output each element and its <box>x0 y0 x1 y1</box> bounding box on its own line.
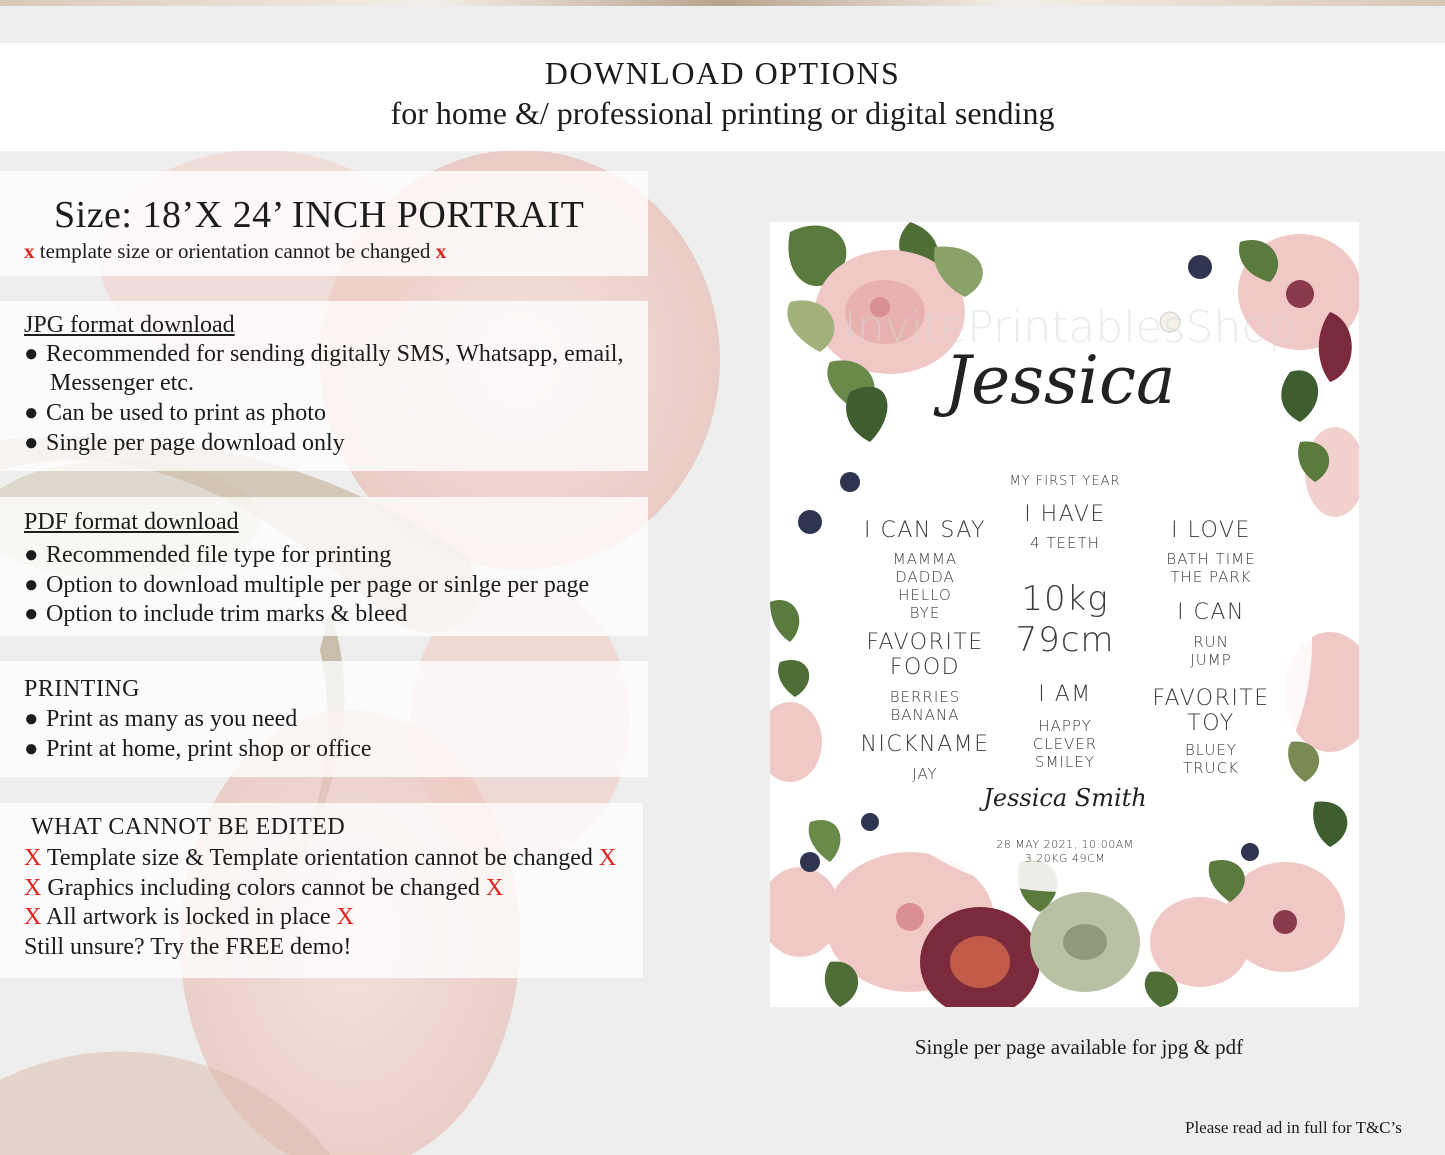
i-can-label: I CAN <box>1177 600 1245 625</box>
list-item: ● Single per page download only <box>24 430 345 456</box>
favorite-food-items: BERRIES BANANA <box>889 688 961 724</box>
i-am-label: I AM <box>1038 682 1092 707</box>
birth-date: 28 MAY 2021, 10:00AM <box>996 838 1134 851</box>
list-item: ● Print at home, print shop or office <box>24 736 372 762</box>
bullet-icon: ● <box>24 736 39 762</box>
list-item: ● Option to include trim marks & bleed <box>24 601 408 627</box>
poster-full-name: Jessica Smith <box>983 784 1147 812</box>
list-item: ● Print as many as you need <box>24 706 298 732</box>
x-mark-icon: X <box>24 875 42 901</box>
list-item-continuation: Messenger etc. <box>50 370 194 396</box>
edit-restrictions-panel <box>0 803 643 978</box>
poster-name: Jessica <box>944 342 1176 419</box>
list-item: ● Recommended for sending digitally SMS, Whatsapp, email, <box>24 341 624 367</box>
favorite-toy-label: FAVORITE TOY <box>1152 686 1270 736</box>
bullet-icon: ● <box>24 400 39 426</box>
bullet-icon: ● <box>24 706 39 732</box>
printing-heading: PRINTING <box>24 676 140 702</box>
size-note <box>24 239 446 264</box>
terms-note: Please read ad in full for T&C’s <box>1185 1118 1402 1137</box>
i-can-say-items: MAMMA DADDA HELLO BYE <box>892 550 958 622</box>
i-have-value: 4 TEETH <box>1030 534 1100 552</box>
restriction-line: X Template size & Template orientation cannot be changed X <box>24 845 617 871</box>
i-can-items: RUN JUMP <box>1190 633 1232 669</box>
jpg-heading: JPG format download <box>24 312 235 338</box>
x-mark-icon: X <box>24 845 42 871</box>
x-mark-icon: x <box>24 239 35 263</box>
jpg-panel <box>0 301 648 471</box>
pdf-heading: PDF format download <box>24 509 239 535</box>
poster-preview <box>770 222 1359 1007</box>
page-title: DOWNLOAD OPTIONS <box>544 55 901 91</box>
bullet-icon: ● <box>24 601 39 627</box>
i-love-items: BATH TIME THE PARK <box>1166 550 1256 586</box>
page-subtitle: for home &/ professional printing or digital sending <box>390 95 1055 131</box>
pdf-panel <box>0 497 648 636</box>
poster-subtitle: MY FIRST YEAR <box>1009 474 1121 489</box>
x-mark-icon: x <box>435 239 447 263</box>
edit-heading: WHAT CANNOT BE EDITED <box>31 814 346 840</box>
list-item: ● Recommended file type for printing <box>24 542 392 568</box>
bullet-icon: ● <box>24 430 39 456</box>
poster-caption: Single per page available for jpg & pdf <box>914 1035 1244 1059</box>
list-item: ● Option to download multiple per page or sinlge per page <box>24 572 590 598</box>
restriction-line: X All artwork is locked in place X <box>24 904 354 930</box>
i-am-items: HAPPY CLEVER SMILEY <box>1032 717 1098 771</box>
favorite-toy-items: BLUEY TRUCK <box>1183 741 1239 777</box>
nickname-label: NICKNAME <box>860 732 990 757</box>
i-love-label: I LOVE <box>1171 518 1251 543</box>
weight-value: 10kg <box>1021 579 1109 619</box>
demo-note: Still unsure? Try the FREE demo! <box>24 934 352 960</box>
bullet-icon: ● <box>24 542 39 568</box>
restriction-line: X Graphics including colors cannot be changed X <box>24 875 504 901</box>
bullet-icon: ● <box>24 572 39 598</box>
size-title: Size: 18’X 24’ INCH PORTRAIT <box>54 194 585 236</box>
favorite-food-label: FAVORITE FOOD <box>866 630 984 680</box>
bullet-icon: ● <box>24 341 39 367</box>
size-panel <box>0 171 648 276</box>
printing-panel <box>0 661 648 777</box>
nickname-value: JAY <box>912 765 938 783</box>
i-can-say-label: I CAN SAY <box>864 518 986 543</box>
list-item: ● Can be used to print as photo <box>24 400 326 426</box>
birth-stats: 3.20KG 49CM <box>1024 852 1106 865</box>
x-mark-icon: X <box>485 875 504 901</box>
x-mark-icon: X <box>598 845 617 871</box>
i-have-label: I HAVE <box>1024 502 1106 527</box>
height-value: 79cm <box>1015 620 1115 660</box>
watermark: InvitePrintablesShop <box>843 302 1297 353</box>
x-mark-icon: X <box>24 904 42 930</box>
size-note-text: template size or orientation cannot be changed <box>39 239 431 263</box>
header-band <box>0 43 1445 151</box>
x-mark-icon: X <box>336 904 354 930</box>
